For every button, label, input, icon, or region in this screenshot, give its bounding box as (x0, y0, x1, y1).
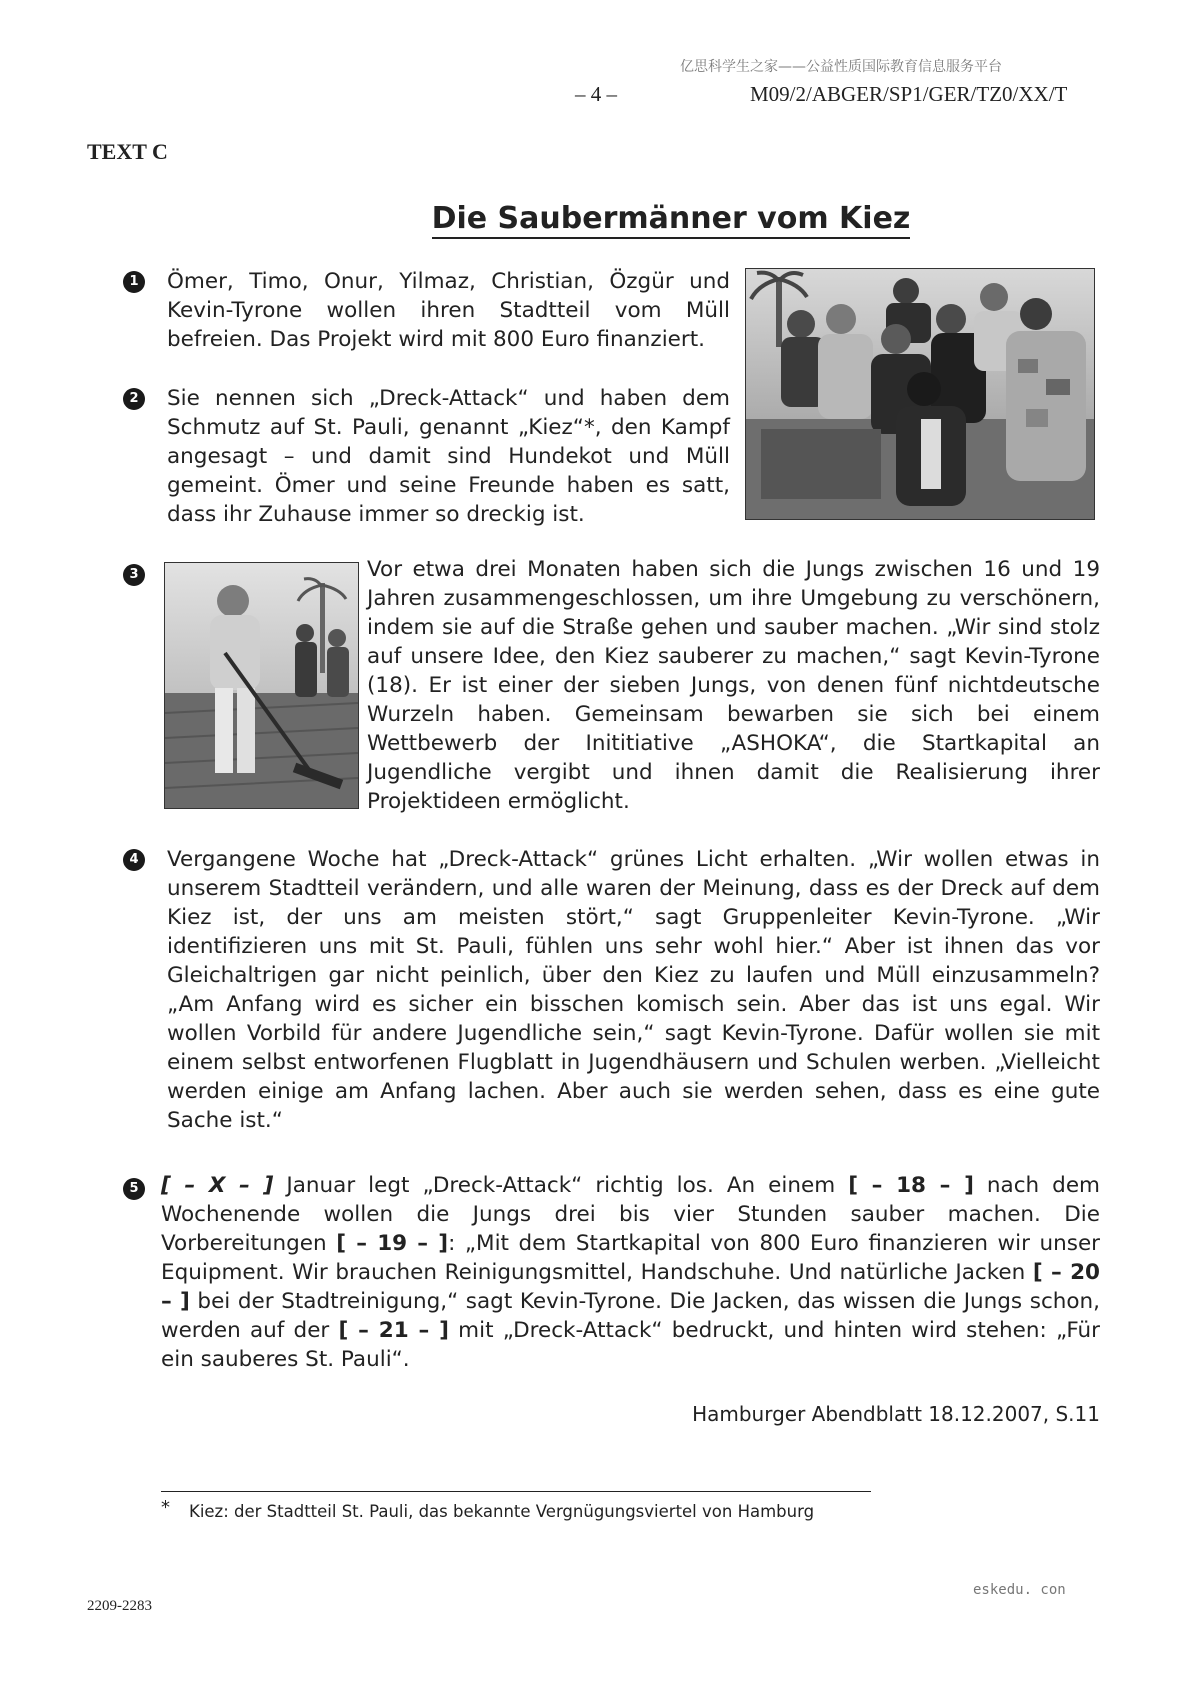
paragraph-4: Vergangene Woche hat „Dreck-Attack“ grünes Licht erhalten. „Wir wollen etwas in unserem Stadtteil verändern, und alle waren der Meinung, dass es der Dreck auf dem Kiez ist, der uns am meisten stört,“ sagt Gruppenleiter Kevin-Tyrone. „Wir identifizieren uns mit St. Pauli, fühlen uns sehr wohl hier.“ Aber ist ihnen das vor Gleichaltrigen gar nicht peinlich, über den Kiez zu laufen und Müll einzusammeln? „Am Anfang wird es sicher ein bisschen komisch sein. Aber das ist uns egal. Wir wollen Vorbild für andere Jugendliche sein,“ sagt Kevin-Tyrone. Dafür wollen sie mit einem selbst entworfenen Flugblatt in Jugendhäusern und Schulen werben. „Vielleicht werden einige am Anfang lachen. Aber auch sie werden sehen, dass es eine gute Sache ist.“ (167, 847, 1100, 1133)
gap-x: [ – X – ] (161, 1173, 274, 1198)
paragraph-1: Ömer, Timo, Onur, Yilmaz, Christian, Özgür und Kevin-Tyrone wollen ihren Stadtteil vom Müll befreien. Das Projekt wird mit 800 Euro finanziert. (167, 269, 730, 352)
article-title: Die Saubermänner vom Kiez (432, 201, 911, 239)
page-number: – 4 – (575, 82, 617, 106)
footnote-rule (161, 1491, 871, 1492)
gap-20: [ – 20 – ] (161, 1260, 1100, 1314)
header-watermark: 亿思科学生之家——公益性质国际教育信息服务平台 (680, 59, 1002, 75)
paragraph-5-text-5: mit „Dreck-Attack“ bedruckt, und hinten wird stehen: „Für ein sauberes St. Pauli“. (161, 1318, 1100, 1372)
document-code: M09/2/ABGER/SP1/GER/TZ0/XX/T (750, 82, 1068, 106)
paragraph-number-3: 3 (123, 564, 145, 586)
footnote-text: Kiez: der Stadtteil St. Pauli, das bekannte Vergnügungsviertel von Hamburg (189, 1502, 815, 1521)
paragraph-5-text-4: bei der Stadtreinigung,“ sagt Kevin-Tyrone. Die Jacken, das wissen die Jungs schon, werden auf der (161, 1289, 1100, 1343)
paragraph-5-text-1: Januar legt „Dreck-Attack“ richtig los. An einem (273, 1173, 849, 1198)
paragraph-5-text-3: : „Mit dem Startkapital von 800 Euro finanzieren wir unser Equipment. Wir brauchen Reinigungsmittel, Handschuhe. Und natürliche Jacken (161, 1231, 1101, 1285)
footer-code: 2209-2283 (87, 1598, 152, 1614)
paragraph-2: Sie nennen sich „Dreck-Attack“ und haben dem Schmutz auf St. Pauli, genannt „Kiez“*, den Kampf angesagt – und damit sind Hundekot und Müll gemeint. Ömer und seine Freunde haben es satt, dass ihr Zuhause immer so dreckig ist. (167, 386, 730, 527)
paragraph-3: Vor etwa drei Monaten haben sich die Jungs zwischen 16 und 19 Jahren zusammengeschlossen, um ihre Umgebung zu verschönern, indem sie auf die Straße gehen und sauber machen. „Wir sind stolz auf unsere Idee, den Kiez sauberer zu machen,“ sagt Kevin-Tyrone (18). Er ist einer der sieben Jungs, von denen fünf nichtdeutsche Wurzeln haben. Gemeinsam bewarben sie sich bei einem Wettbewerb der Inititiative „ASHOKA“, die Startkapital an Jugendliche vergibt und ihnen damit die Realisierung ihrer Projektideen ermöglicht. (367, 557, 1100, 814)
group-photo-illustration (746, 269, 1094, 519)
sweeping-photo (164, 562, 359, 809)
paragraph-number-1: 1 (123, 271, 145, 293)
article-source: Hamburger Abendblatt 18.12.2007, S.11 (692, 1402, 1100, 1426)
title-wrap (0, 201, 1191, 236)
gap-19: [ – 19 – ] (336, 1231, 449, 1256)
gap-21: [ – 21 – ] (338, 1318, 449, 1343)
paragraph-number-2: 2 (123, 388, 145, 410)
paragraph-5-text-2: nach dem Wochenende wollen die Jungs drei bis vier Stunden sauber machen. Die Vorbereitungen (161, 1173, 1100, 1256)
sweeping-photo-illustration (165, 563, 358, 808)
group-photo (745, 268, 1095, 520)
footer-watermark: eskedu. con (973, 1582, 1066, 1598)
paragraph-5 (161, 1171, 1100, 1374)
paragraph-number-4: 4 (123, 849, 145, 871)
paragraph-number-5: 5 (123, 1178, 145, 1200)
section-label: TEXT C (87, 139, 168, 164)
gap-18: [ – 18 – ] (848, 1173, 974, 1198)
footnote-marker: * (161, 1497, 170, 1518)
